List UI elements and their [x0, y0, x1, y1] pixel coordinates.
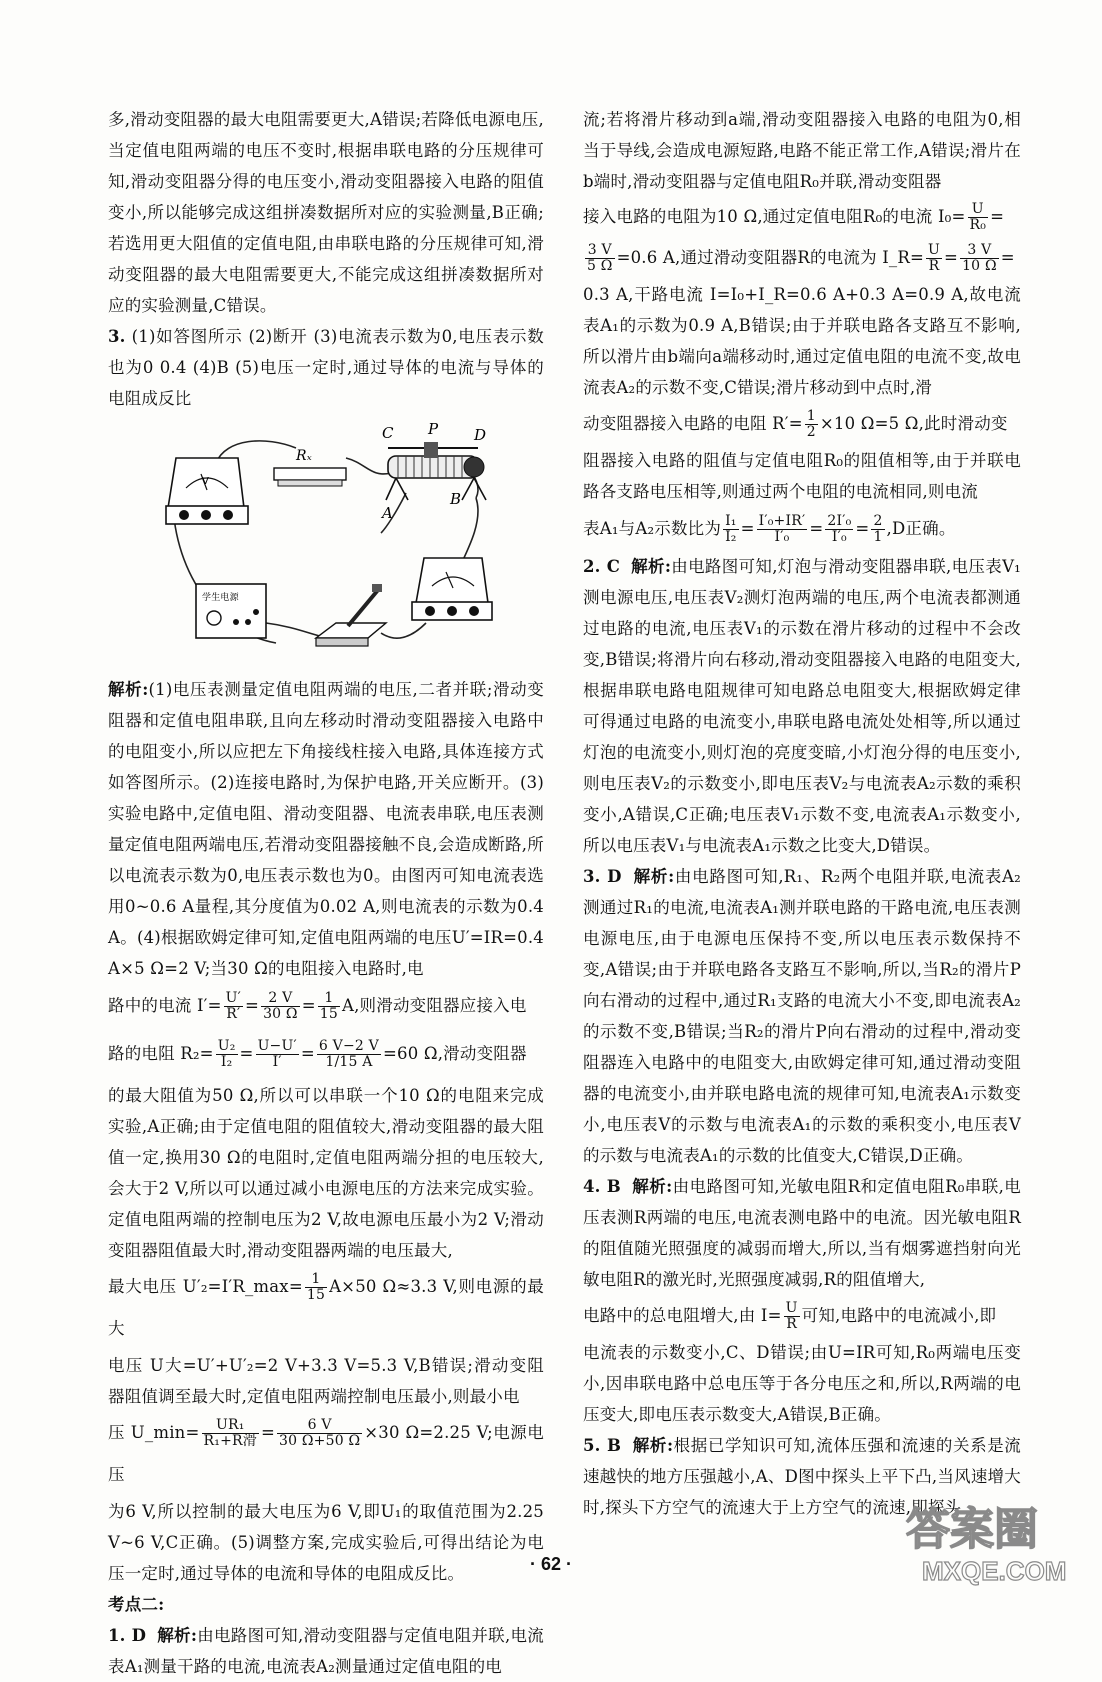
question-4: 4. B 解析:由电路图可知,光敏电阻R和定值电阻R₀串联,电压表测R两端的电压,电流表测电路中的电流。因光敏电阻R的阻值随光照强度的减弱而增大,所以,当有烟雾遮挡射向光敏电阻R的激光时,光照强度减弱,R的阻值增大,: [583, 1177, 1021, 1289]
formula-line-resistance: 路的电阻 R₂= $\frac{\text{U₂}}{\text{I₂}}$ = $\frac{U-U'}{I'}$ = $\frac{6 V-2 V}{1/15 A}$ =60 Ω,滑动变阻器: [108, 1038, 527, 1070]
question-5: 5. B 解析:根据已学知识可知,流体压强和流速的关系是流速越快的地方压强越小,A、D图中探头上平下凸,当风速增大时,探头下方空气的流速大于上方空气的流速,即探头: [583, 1436, 1021, 1517]
answer-text: (1)如答图所示 (2)断开 (3)电流表示数为0,电压表示数也为0 0.4 (4)B (5)电压一定时,通过导体的电流与导体的电阻成反比: [108, 327, 544, 408]
right-column: [583, 104, 1021, 1523]
formula-line-rprime: 动变阻器接入电路的电阻 R′= $\frac{1}{2}$ ×10 Ω=5 Ω,此时滑动变: [583, 408, 1008, 440]
analysis-paragraph: [108, 674, 544, 984]
paragraph: 阻器接入电路的阻值与定值电阻R₀的阻值相等,由于并联电路各支路电压相等,则通过两个电阻的电流相同,则电流: [583, 451, 1021, 501]
label-a: A: [382, 504, 394, 522]
svg-text:MXQE.COM: MXQE.COM: [922, 1556, 1067, 1586]
analysis-paragraph-4: 为6 V,所以控制的最大电压为6 V,即U₁的取值范围为2.25 V~6 V,C正确。(5)调整方案,完成实验后,可得出结论为电压一定时,通过导体的电流和导体的电阻成反比。: [108, 1502, 544, 1583]
formula-line-min: 压 U_min= $\frac{\text{UR₁}}{\text{R₁+R滑}}$ = $\frac{6 V}{30 \Omega+50 \Omega}$ ×30 Ω=2.25 V;电源电压: [108, 1417, 544, 1484]
ammeter: [412, 558, 492, 620]
formula-line-i0: 接入电路的电阻为10 Ω,通过定值电阻R₀的电流 I₀= $\frac{U}{\text{R₀}}$ =: [583, 201, 1005, 233]
analysis-paragraph-3: 电压 U大=U′+U′₂=2 V+3.3 V=5.3 V,B错误;滑动变阻器阻值调至最大时,定值电阻两端控制电压最小,则最小电: [108, 1356, 544, 1406]
watermark-logo: [898, 1494, 1088, 1590]
formula-line-max: 最大电压 U′₂=I′R_max= $\frac{1}{15}$ A×50 Ω≈3.3 V,则电源的最大: [108, 1271, 544, 1338]
page-number: · 62 ·: [529, 1554, 572, 1574]
label-d: D: [474, 426, 487, 444]
label-b: B: [450, 490, 462, 508]
svg-text:答案圈: 答案圈: [906, 1505, 1038, 1554]
switch: [316, 584, 386, 646]
formula-line-ratio: 表A₁与A₂示数比为 $\frac{\text{I₁}}{\text{I₂}}$ = $\frac{\text{I′₀+IR′}}{\text{I′₀}}$ = $\frac{\text{2I′₀}}{\text{I′₀}}$ = $\frac{2}{1}$ ,D正确。: [583, 513, 956, 545]
section-heading: 考点二:: [108, 1595, 165, 1614]
formula-line-i: 电路中的总电阻增大,由 I= $\frac{U}{R}$ 可知,电路中的电流减小,即: [583, 1300, 997, 1332]
question-3-right: 3. D 解析:由电路图可知,R₁、R₂两个电阻并联,电流表A₂测通过R₁的电流,电流表A₁测并联电路的干路电流,电压表测电源电压,由于电源电压保持不变,所以电压表示数保持不变,A错误;由于并联电路各支路互不影响,所以,当R₂的滑片P向右滑动的过程中,通过R₁支路的电流大小不变,即电流表A₂的示数不变,B错误;当R₂的滑片P向右滑动的过程中,滑动变阻器连入电路中的电阻变大,由欧姆定律可知,通过滑动变阻器的电流变小,由并联电路电流的规律可知,电流表A₁示数变小,电压表V的示数与电流表A₁的示数的乘积变小,电压表V的示数与电流表A₁的示数的比值变大,C错误,D正确。: [583, 867, 1021, 1165]
circuit-figure: [156, 418, 508, 668]
label-rx: Rₓ: [296, 448, 312, 464]
question-1: 1. D 解析:由电路图可知,滑动变阻器与定值电阻并联,电流表A₁测量干路的电流,电流表A₂测量通过定值电阻的电: [108, 1626, 545, 1676]
formula-line-ir: $\frac{3 V}{5 \Omega}$ =0.6 A,通过滑动变阻器R的电流为 I_R= $\frac{U}{R}$ = $\frac{3 V}{10 \Omega}$ =: [587, 242, 1015, 274]
question-number: 3.: [108, 327, 126, 346]
question-3: [108, 321, 544, 414]
formula-line-current: 路中的电流 I′= $\frac{U'}{R'}$ = $\frac{2 V}{30 \Omega}$ = $\frac{1}{15}$ A,则滑动变阻器应接入电: [108, 990, 527, 1022]
label-c: C: [382, 424, 394, 442]
resistor-rx: [274, 448, 346, 486]
paragraph: 电流表的示数变小,C、D错误;由U=IR可知,R₀两端电压变小,因串联电路中总电压等于各分电压之和,所以,R两端的电压变大,即电压表示数变大,A错误,B正确。: [583, 1343, 1021, 1424]
paragraph: 0.3 A,干路电流 I=I₀+I_R=0.6 A+0.3 A=0.9 A,故电流表A₁的示数为0.9 A,B错误;由于并联电路各支路互不影响,所以滑片由b端向a端移动时,通过定值电阻的电流不变,故电流表A₂的示数不变,C错误;滑片移动到中点时,滑: [583, 285, 1021, 397]
left-column: [108, 104, 544, 1682]
paragraph: 流;若将滑片移动到a端,滑动变阻器接入电路的电阻为0,相当于导线,会造成电源短路,电路不能正常工作,A错误;滑片在b端时,滑动变阻器与定值电阻R₀并联,滑动变阻器: [583, 110, 1021, 191]
svg-text:V: V: [202, 476, 210, 487]
analysis-label: 解析:: [108, 680, 149, 699]
supply-label: 学生电源: [202, 593, 239, 603]
rheostat: [380, 420, 486, 522]
voltmeter: [166, 458, 248, 524]
analysis-text: (1)电压表测量定值电阻两端的电压,二者并联;滑动变阻器和定值电阻串联,且向左移动时滑动变阻器接入电路中的电阻变小,所以应把左下角接线柱接入电路,具体连接方式如答图所示。(2)连接电路时,为保护电路,开关应断开。(3)实验电路中,定值电阻、滑动变阻器、电流表串联,电压表测量定值电阻两端电压,若滑动变阻器接触不良,会造成断路,所以电流表示数为0,电压表示数也为0。由图丙可知电流表选用0~0.6 A量程,其分度值为0.02 A,则电流表的示数为0.4 A。(4)根据欧姆定律可知,定值电阻两端的电压U′=IR=0.4 A×5 Ω=2 V;当30 Ω的电阻接入电路时,电: [108, 680, 544, 978]
power-supply: [196, 584, 266, 638]
paragraph: 多,滑动变阻器的最大电阻需要更大,A错误;若降低电源电压,当定值电阻两端的电压不变时,根据串联电路的分压规律可知,滑动变阻器分得的电压变小,滑动变阻器接入电路的阻值变小,所以能够完成这组拼凑数据所对应的实验测量,B正确;若选用更大阻值的定值电阻,由串联电路的分压规律可知,滑动变阻器的最大电阻需要更大,不能完成这组拼凑数据所对应的实验测量,C错误。: [108, 110, 544, 315]
question-2: 2. C 解析:由电路图可知,灯泡与滑动变阻器串联,电压表V₁测电源电压,电压表V₂测灯泡两端的电压,两个电流表都测通过电路的电流,电压表V₁的示数在滑片移动的过程中不会改变,B错误;将滑片向右移动,滑动变阻器接入电路的电阻变大,根据串联电路电阻规律可知电路总电阻变大,根据欧姆定律可得通过电路的电流变小,串联电路电流处处相等,所以通过灯泡的电流变小,则灯泡的亮度变暗,小灯泡分得的电压变小,则电压表V₂的示数变小,即电压表V₂与电流表A₂示数的乘积变小,A错误,C正确;电压表V₁示数不变,电流表A₁示数变小,所以电压表V₁与电流表A₁示数之比变大,D错误。: [583, 557, 1021, 855]
label-p: P: [428, 420, 439, 438]
analysis-paragraph-2: 的最大阻值为50 Ω,所以可以串联一个10 Ω的电阻来完成实验,A正确;由于定值电阻的阻值较大,滑动变阻器的最大阻值一定,换用30 Ω的电阻时,定值电阻两端分担的电压较大,会大于2 V,所以可以通过减小电源电压的方法来完成实验。定值电阻两端的控制电压为2 V,故电源电压最小为2 V;滑动变阻器阻值最大时,滑动变阻器两端的电压最大,: [108, 1086, 544, 1260]
